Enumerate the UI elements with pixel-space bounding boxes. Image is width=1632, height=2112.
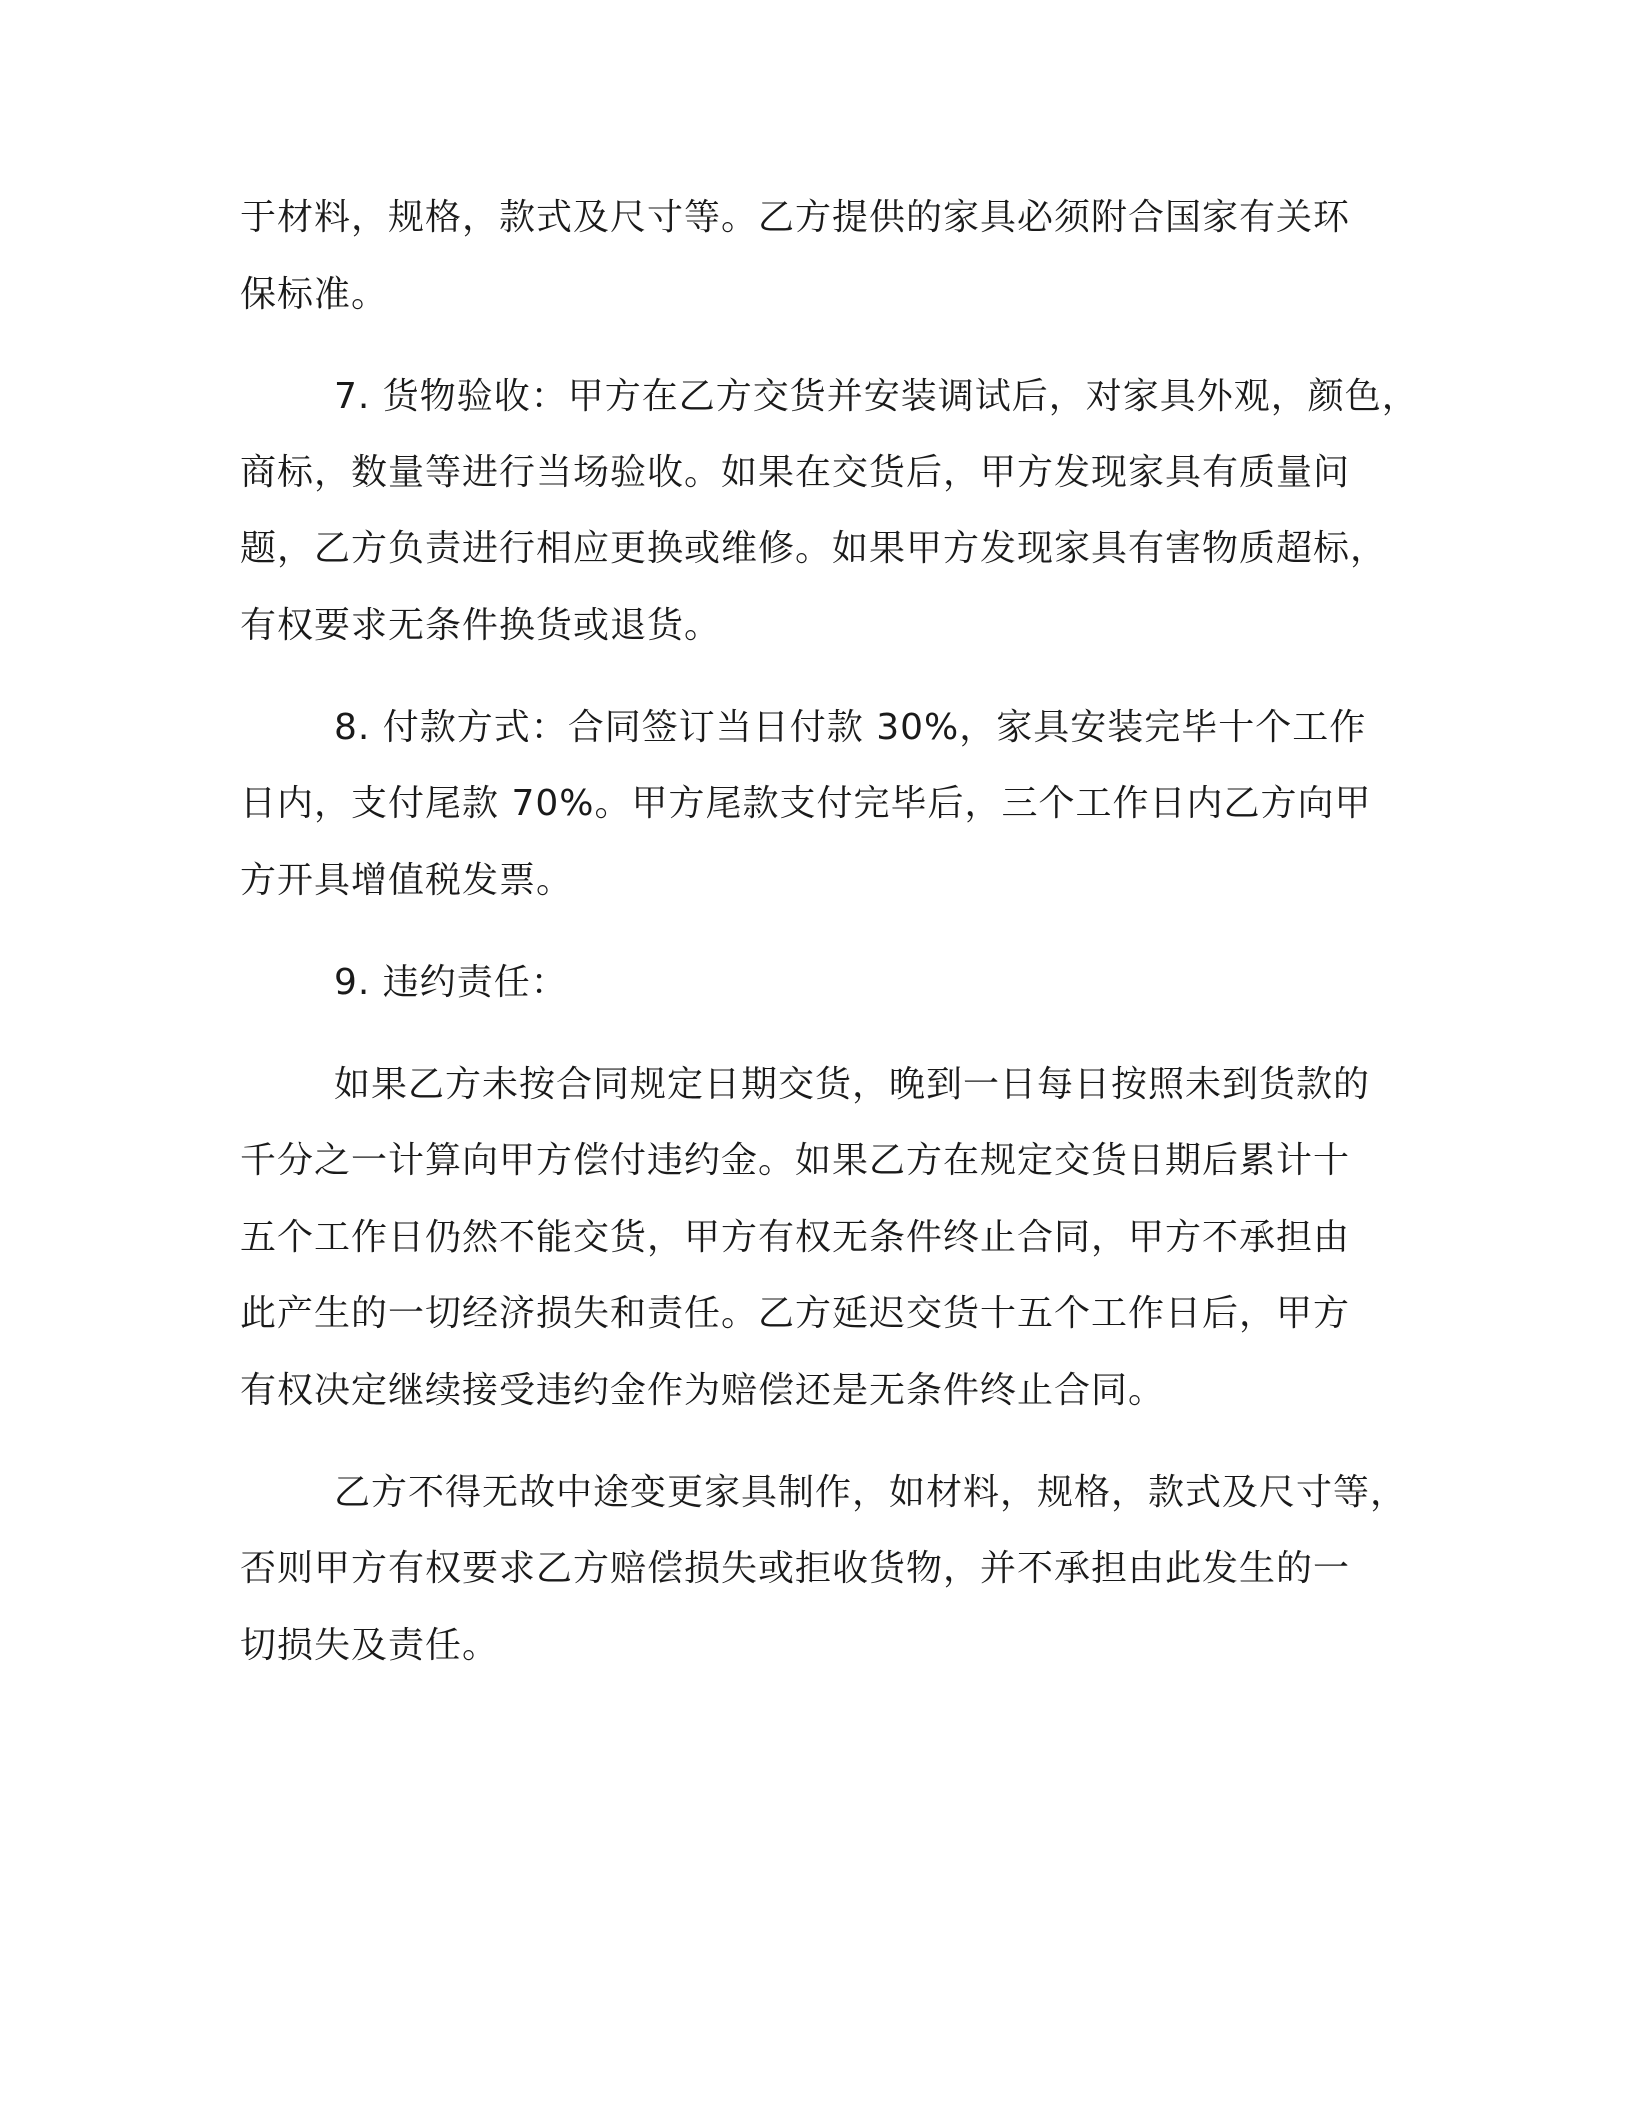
text-line: 此产生的一切经济损失和责任。乙方延迟交货十五个工作日后，甲方 [240, 1293, 1351, 1334]
text-line: 保标准。 [240, 274, 389, 315]
text-line: 千分之一计算向甲方偿付违约金。如果乙方在规定交货日期后累计十 [240, 1140, 1351, 1181]
text-line: 方开具增值税发票。 [240, 860, 574, 901]
text-line: 7. 货物验收：甲方在乙方交货并安装调试后，对家具外观，颜色， [334, 376, 1419, 417]
text-line: 题，乙方负责进行相应更换或维修。如果甲方发现家具有害物质超标， [240, 528, 1388, 569]
text-line: 切损失及责任。 [240, 1625, 500, 1666]
text-line: 于材料，规格，款式及尺寸等。乙方提供的家具必须附合国家有关环 [240, 197, 1351, 238]
text-line: 否则甲方有权要求乙方赔偿损失或拒收货物，并不承担由此发生的一 [240, 1548, 1351, 1589]
text-line: 如果乙方未按合同规定日期交货，晚到一日每日按照未到货款的 [334, 1064, 1371, 1105]
text-line: 商标，数量等进行当场验收。如果在交货后，甲方发现家具有质量问 [240, 452, 1351, 493]
text-line: 有权要求无条件换货或退货。 [240, 605, 722, 646]
text-line: 乙方不得无故中途变更家具制作，如材料，规格，款式及尺寸等， [334, 1472, 1408, 1513]
text-line: 日内，支付尾款 70%。甲方尾款支付完毕后，三个工作日内乙方向甲 [240, 783, 1372, 824]
text-line: 五个工作日仍然不能交货，甲方有权无条件终止合同，甲方不承担由 [240, 1217, 1351, 1258]
text-line: 9. 违约责任： [334, 962, 568, 1003]
text-line: 8. 付款方式：合同签订当日付款 30%，家具安装完毕十个工作 [334, 707, 1367, 748]
text-line: 有权决定继续接受违约金作为赔偿还是无条件终止合同。 [240, 1370, 1166, 1411]
